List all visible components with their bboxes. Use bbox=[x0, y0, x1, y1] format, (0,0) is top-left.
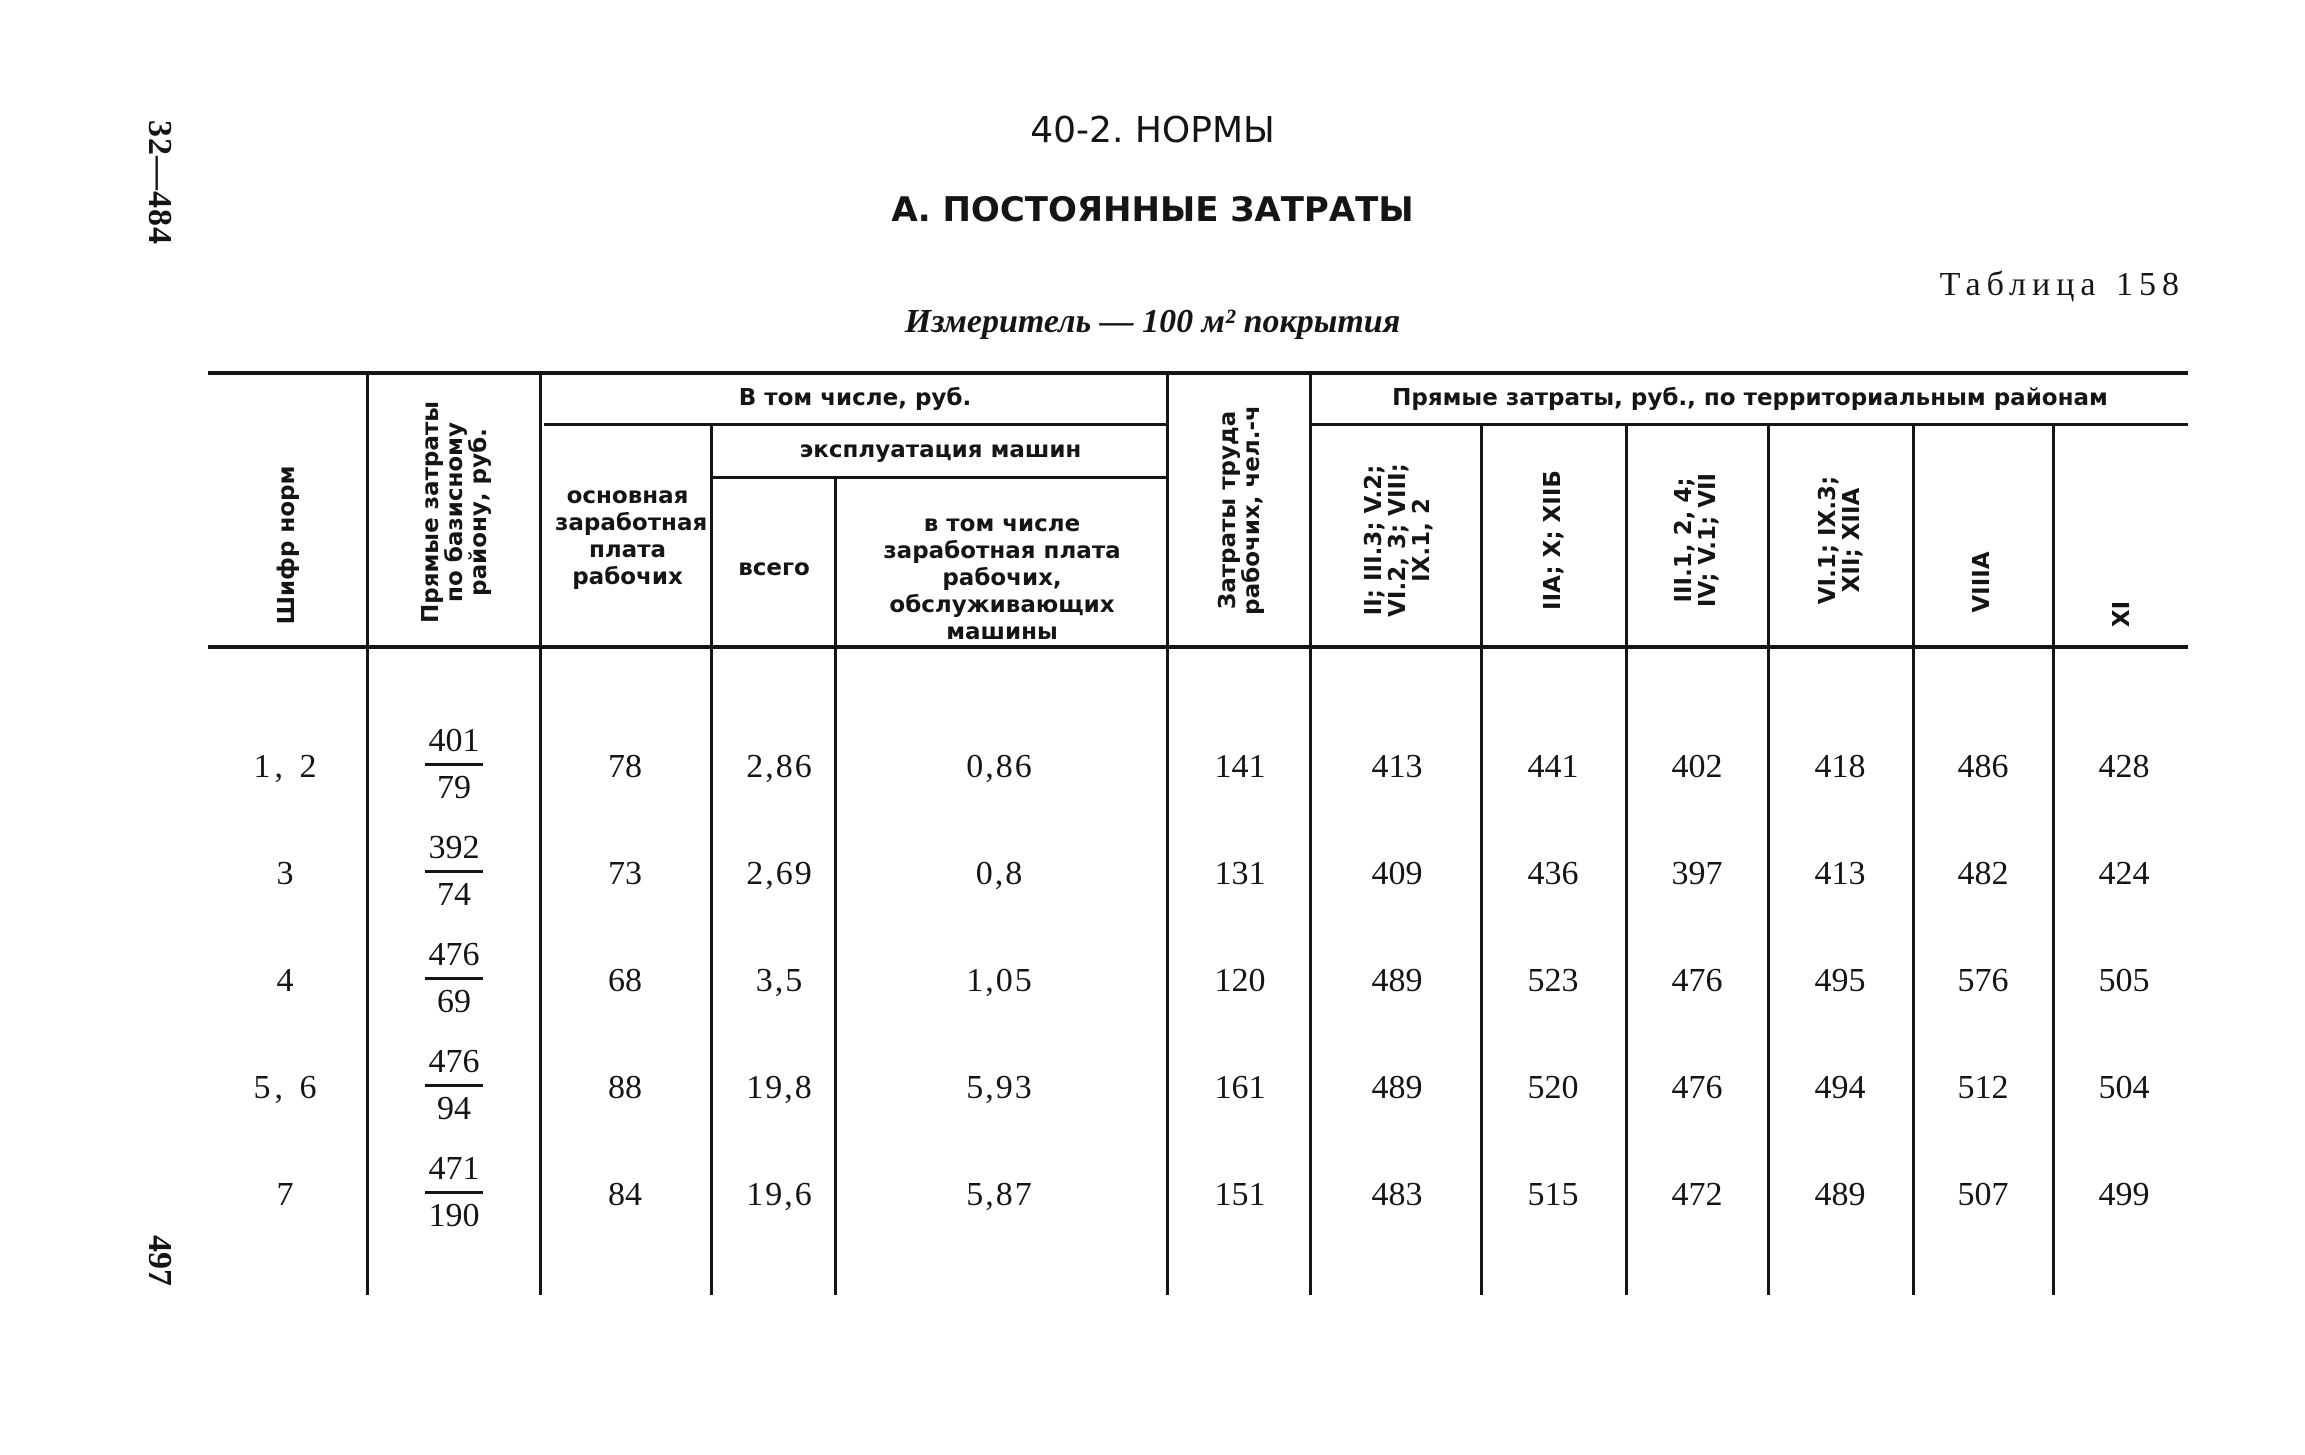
header-region-4: VI.1; IX.3; XII; XIIA bbox=[1815, 475, 1865, 605]
col-divider bbox=[1767, 426, 1770, 1295]
cell-code: 1, 2 bbox=[253, 748, 321, 785]
cell-region-1: 483 bbox=[1371, 1176, 1423, 1213]
cell-region-2: 436 bbox=[1527, 855, 1579, 892]
fraction-numerator: 392 bbox=[428, 829, 480, 866]
header-basic-wage: основная заработная плата рабочих bbox=[555, 483, 708, 590]
cell-region-6: 424 bbox=[2098, 855, 2150, 892]
fraction-bar bbox=[425, 1084, 483, 1087]
cell-code: 7 bbox=[276, 1176, 298, 1213]
cell-labor: 141 bbox=[1214, 748, 1266, 785]
col-divider bbox=[539, 375, 542, 1295]
cell-region-6: 428 bbox=[2098, 748, 2150, 785]
cell-basic-wage: 68 bbox=[608, 962, 642, 999]
table-label: Таблица 158 bbox=[1939, 266, 2185, 303]
fraction-bar bbox=[425, 870, 483, 873]
cell-region-2: 520 bbox=[1527, 1069, 1579, 1106]
cell-labor: 151 bbox=[1214, 1176, 1266, 1213]
cell-machines-wage: 5,93 bbox=[966, 1069, 1034, 1106]
header-region-3: III.1, 2, 4; IV; V.1; VII bbox=[1671, 472, 1721, 608]
cell-region-6: 499 bbox=[2098, 1176, 2150, 1213]
cell-direct-fraction bbox=[419, 1149, 489, 1236]
cell-machines-wage: 5,87 bbox=[966, 1176, 1034, 1213]
cell-labor: 131 bbox=[1214, 855, 1266, 892]
header-machines-group: эксплуатация машин bbox=[799, 437, 1082, 463]
cell-region-1: 489 bbox=[1371, 962, 1423, 999]
col-divider bbox=[1912, 426, 1915, 1295]
cell-region-5: 576 bbox=[1957, 962, 2009, 999]
measure-caption: Измеритель — 100 м² покрытия bbox=[904, 303, 1401, 340]
cell-labor: 161 bbox=[1214, 1069, 1266, 1106]
cell-region-3: 476 bbox=[1671, 1069, 1723, 1106]
table-top-rule bbox=[208, 371, 2188, 375]
header-region-2: IIA; X; XIIБ bbox=[1540, 470, 1566, 610]
cell-machines-wage: 0,8 bbox=[975, 855, 1025, 892]
side-page-mark-top: 32—484 bbox=[141, 120, 178, 245]
cell-region-4: 489 bbox=[1814, 1176, 1866, 1213]
header-code: Шифр норм bbox=[274, 465, 300, 625]
col-divider bbox=[1166, 375, 1169, 1295]
cell-code: 3 bbox=[276, 855, 298, 892]
subsection-title: А. ПОСТОЯННЫЕ ЗАТРАТЫ bbox=[891, 190, 1414, 230]
fraction-bar bbox=[425, 763, 483, 766]
header-bottom-rule bbox=[208, 645, 2188, 649]
col-divider bbox=[366, 375, 369, 1295]
fraction-denominator: 69 bbox=[437, 983, 471, 1020]
cell-region-5: 486 bbox=[1957, 748, 2009, 785]
fraction-denominator: 79 bbox=[437, 769, 471, 806]
fraction-bar bbox=[425, 1191, 483, 1194]
cell-region-2: 523 bbox=[1527, 962, 1579, 999]
fraction-numerator: 476 bbox=[428, 1043, 480, 1080]
cell-machines-total: 19,8 bbox=[746, 1069, 814, 1106]
cell-region-1: 409 bbox=[1371, 855, 1423, 892]
header-labor: Затраты труда рабочих, чел.-ч bbox=[1215, 405, 1265, 615]
cell-region-3: 472 bbox=[1671, 1176, 1723, 1213]
header-regions-group: Прямые затраты, руб., по территориальным районам bbox=[1392, 385, 2108, 411]
including-group-rule bbox=[544, 423, 1168, 426]
cell-machines-total: 2,86 bbox=[746, 748, 814, 785]
cell-direct-fraction bbox=[419, 828, 489, 915]
fraction-numerator: 401 bbox=[428, 722, 480, 759]
header-machines-total: всего bbox=[738, 555, 810, 581]
fraction-numerator: 476 bbox=[428, 936, 480, 973]
fraction-denominator: 74 bbox=[437, 876, 471, 913]
cell-region-4: 418 bbox=[1814, 748, 1866, 785]
side-page-number: 497 bbox=[141, 1235, 178, 1286]
fraction-bar bbox=[425, 977, 483, 980]
header-including-group: В том числе, руб. bbox=[738, 385, 972, 411]
cell-direct-fraction bbox=[419, 1042, 489, 1129]
header-region-6: XI bbox=[2109, 600, 2135, 628]
cell-region-2: 515 bbox=[1527, 1176, 1579, 1213]
regions-group-rule bbox=[1312, 423, 2188, 426]
header-direct-base: Прямые затраты по базисному району, руб. bbox=[418, 400, 492, 624]
cell-basic-wage: 78 bbox=[608, 748, 642, 785]
header-region-1: II; III.3; V.2; VI.2, 3; VIII; IX.1, 2 bbox=[1361, 463, 1435, 617]
header-machines-wage: в том числе заработная плата рабочих, обслуживающих машины bbox=[883, 511, 1121, 645]
cell-basic-wage: 88 bbox=[608, 1069, 642, 1106]
cell-region-1: 489 bbox=[1371, 1069, 1423, 1106]
cell-machines-total: 2,69 bbox=[746, 855, 814, 892]
cell-machines-wage: 0,86 bbox=[966, 748, 1034, 785]
cell-region-5: 512 bbox=[1957, 1069, 2009, 1106]
col-divider bbox=[2052, 426, 2055, 1295]
cell-region-3: 402 bbox=[1671, 748, 1723, 785]
cell-region-3: 476 bbox=[1671, 962, 1723, 999]
cell-region-2: 441 bbox=[1527, 748, 1579, 785]
cell-region-6: 504 bbox=[2098, 1069, 2150, 1106]
fraction-denominator: 190 bbox=[428, 1197, 480, 1234]
col-divider bbox=[1625, 426, 1628, 1295]
cell-region-6: 505 bbox=[2098, 962, 2150, 999]
cell-region-4: 413 bbox=[1814, 855, 1866, 892]
cell-code: 4 bbox=[276, 962, 298, 999]
fraction-denominator: 94 bbox=[437, 1090, 471, 1127]
cell-basic-wage: 84 bbox=[608, 1176, 642, 1213]
machines-group-rule bbox=[713, 476, 1168, 479]
cell-direct-fraction bbox=[419, 935, 489, 1022]
cell-region-3: 397 bbox=[1671, 855, 1723, 892]
cell-region-4: 494 bbox=[1814, 1069, 1866, 1106]
cell-code: 5, 6 bbox=[253, 1069, 321, 1106]
cell-machines-total: 19,6 bbox=[746, 1176, 814, 1213]
cell-labor: 120 bbox=[1214, 962, 1266, 999]
col-divider bbox=[1480, 426, 1483, 1295]
section-title: 40-2. НОРМЫ bbox=[1030, 110, 1275, 151]
cell-region-1: 413 bbox=[1371, 748, 1423, 785]
cell-basic-wage: 73 bbox=[608, 855, 642, 892]
col-divider bbox=[834, 479, 837, 1295]
cell-region-5: 482 bbox=[1957, 855, 2009, 892]
cell-direct-fraction bbox=[419, 721, 489, 808]
col-divider bbox=[1309, 375, 1312, 1295]
cell-machines-total: 3,5 bbox=[755, 962, 805, 999]
cell-region-5: 507 bbox=[1957, 1176, 2009, 1213]
header-region-5: VIIIA bbox=[1969, 551, 1995, 613]
cell-region-4: 495 bbox=[1814, 962, 1866, 999]
cell-machines-wage: 1,05 bbox=[966, 962, 1034, 999]
fraction-numerator: 471 bbox=[428, 1150, 480, 1187]
